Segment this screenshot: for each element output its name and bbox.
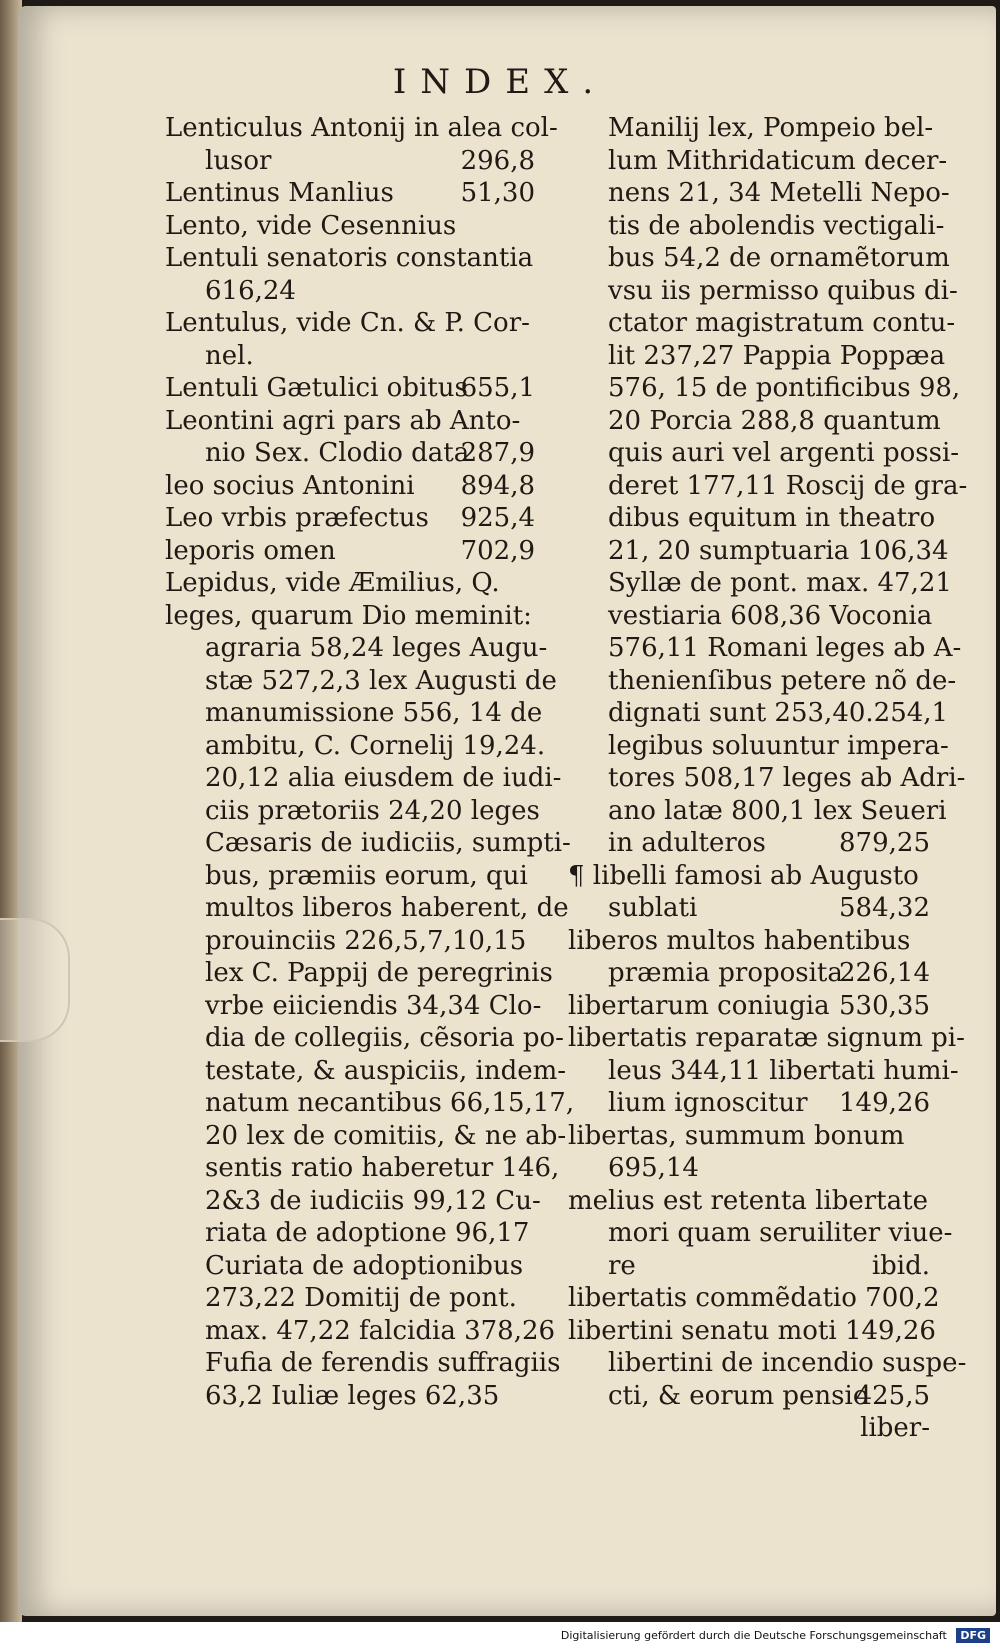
index-entry — [568, 1055, 959, 1088]
index-entry — [568, 1120, 930, 1153]
index-entry — [165, 697, 543, 730]
entry-text: ctator magistratum contu- — [608, 308, 956, 338]
index-entry — [568, 665, 957, 698]
entry-text: 576, 15 de pontificibus 98, — [608, 373, 961, 403]
entry-text: lit 237,27 Pappia Poppæa — [608, 340, 946, 371]
index-entry — [568, 502, 936, 535]
entry-text: liber- — [860, 1413, 930, 1443]
index-entry — [165, 990, 542, 1023]
entry-text: Lentuli senatoris constantia — [165, 243, 534, 273]
index-entry — [165, 1152, 560, 1185]
index-entry — [165, 535, 535, 568]
page-clip — [0, 918, 70, 1042]
entry-text: libertatis reparatæ signum pi- — [568, 1023, 965, 1053]
index-column-right — [568, 112, 968, 1445]
index-entry — [165, 437, 535, 470]
entry-text: dibus equitum in theatro — [608, 503, 936, 533]
index-entry — [165, 1315, 556, 1348]
entry-text: dignati sunt 253,40.254,1 — [608, 698, 949, 728]
entry-page-ref: 149,26 — [839, 1088, 930, 1118]
entry-page-ref: 287,9 — [460, 438, 535, 468]
index-entry — [165, 307, 535, 340]
entry-text: 695,14 — [608, 1153, 699, 1183]
index-entry — [568, 145, 948, 178]
entry-text: præmia proposita — [608, 958, 843, 988]
index-entry — [165, 1250, 535, 1283]
index-entry — [568, 1282, 940, 1315]
index-entry — [165, 242, 535, 275]
index-entry — [568, 210, 945, 243]
index-entry — [165, 1055, 567, 1088]
entry-text: 2&3 de iudiciis 99,12 Cu- — [205, 1185, 541, 1216]
entry-text: testate, & auspiciis, indem- — [205, 1055, 567, 1086]
entry-text: Lepidus, vide Æmilius, Q. — [165, 568, 500, 598]
index-entry — [568, 795, 947, 828]
entry-text: lium ignoscitur — [608, 1088, 808, 1118]
index-entry — [568, 535, 949, 568]
index-entry — [165, 762, 562, 795]
entry-text: riata de adoptione 96,17 — [205, 1218, 530, 1248]
entry-text: tores 508,17 leges ab Adri- — [608, 763, 966, 793]
index-entry — [568, 567, 952, 600]
entry-page-ref: 584,32 — [839, 893, 930, 923]
index-entry — [165, 405, 535, 438]
entry-text: manumissione 556, 14 de — [205, 698, 543, 728]
index-entry — [165, 1380, 535, 1413]
entry-text: mori quam seruiliter viue- — [608, 1218, 953, 1248]
index-entry — [568, 697, 949, 730]
entry-text: sentis ratio haberetur 146, — [205, 1153, 560, 1183]
index-entry — [165, 892, 569, 925]
entry-text: natum necantibus 66,15,17, — [205, 1088, 575, 1118]
index-entry — [568, 730, 949, 763]
index-entry — [568, 957, 930, 990]
index-entry — [165, 1120, 567, 1153]
entry-text: tis de abolendis vectigali- — [608, 210, 945, 241]
index-entry — [568, 1185, 930, 1218]
entry-text: leporis omen — [165, 535, 336, 566]
entry-text: libertini senatu moti 149,26 — [568, 1315, 936, 1346]
entry-text: sublati — [608, 893, 698, 923]
index-entry — [165, 340, 535, 373]
index-entry — [165, 145, 535, 178]
credit-text: Digitalisierung gefördert durch die Deutsche Forschungsgemeinschaft — [560, 1629, 947, 1642]
entry-page-ref: 530,35 — [839, 990, 930, 1021]
index-entry — [568, 1315, 936, 1348]
entry-text: Leontini agri pars ab Anto- — [165, 405, 521, 436]
index-entry — [568, 242, 950, 275]
entry-page-ref: 51,30 — [460, 178, 535, 208]
index-entry — [165, 177, 535, 210]
entry-text: in adulteros — [608, 828, 766, 858]
entry-text: Lentinus Manlius — [165, 178, 394, 208]
entry-text: Fufia de ferendis suffragiis — [205, 1348, 561, 1378]
entry-text: 20 lex de comitiis, & ne ab- — [205, 1120, 567, 1151]
dfg-logo: DFG — [956, 1628, 990, 1643]
index-entry — [568, 827, 930, 860]
entry-page-ref: 226,14 — [839, 958, 930, 988]
entry-text: libertarum coniugia — [568, 990, 830, 1021]
entry-text: Lento, vide Cesennius — [165, 210, 457, 241]
index-entry — [568, 892, 930, 925]
index-entry — [568, 1347, 967, 1380]
index-entry — [568, 632, 962, 665]
entry-text: 63,2 Iuliæ leges 62,35 — [205, 1380, 500, 1411]
index-entry — [568, 112, 934, 145]
index-entry — [165, 470, 535, 503]
entry-page-ref: 655,1 — [460, 373, 535, 403]
index-entry — [165, 665, 557, 698]
index-entry — [165, 600, 535, 633]
entry-text: 21, 20 sumptuaria 106,34 — [608, 535, 949, 566]
entry-text: vsu iis permisso quibus di- — [608, 275, 958, 306]
index-entry — [165, 860, 535, 893]
entry-text: prouinciis 226,5,7,10,15 — [205, 925, 527, 956]
entry-text: ciis prætoriis 24,20 leges — [205, 795, 540, 826]
entry-text: agraria 58,24 leges Augu- — [205, 633, 548, 663]
index-entry — [165, 1347, 561, 1380]
entry-text: quis auri vel argenti possi- — [608, 438, 960, 468]
page-title: INDEX. — [392, 62, 608, 102]
entry-text: nel. — [205, 340, 254, 371]
entry-text: 616,24 — [205, 275, 296, 306]
index-entry — [165, 795, 540, 828]
index-entry — [165, 372, 535, 405]
entry-text: Leo vrbis præfectus — [165, 503, 429, 533]
entry-text: nio Sex. Clodio data — [205, 438, 470, 468]
index-entry — [165, 1022, 564, 1055]
entry-text: lusor — [205, 145, 272, 176]
entry-text: lum Mithridaticum decer- — [608, 145, 948, 176]
entry-text: bus, præmiis eorum, qui — [205, 860, 528, 891]
entry-text: 273,22 Domitij de pont. — [205, 1283, 517, 1313]
index-entry — [165, 1217, 535, 1250]
entry-text: 576,11 Romani leges ab A- — [608, 633, 962, 663]
index-entry — [568, 372, 961, 405]
entry-text: stæ 527,2,3 lex Augusti de — [205, 665, 557, 696]
index-entry — [568, 177, 950, 210]
index-entry — [568, 437, 960, 470]
entry-text: 20 Porcia 288,8 quantum — [608, 405, 941, 436]
index-entry — [568, 925, 930, 958]
index-entry — [165, 957, 553, 990]
entry-page-ref: ibid. — [871, 1250, 930, 1281]
entry-text: 20,12 alia eiusdem de iudi- — [205, 763, 562, 793]
index-entry — [568, 1250, 930, 1283]
entry-page-ref: 425,5 — [855, 1380, 930, 1411]
entry-text: lex C. Pappij de peregrinis — [205, 958, 553, 988]
index-entry — [165, 1282, 535, 1315]
entry-text: ambitu, C. Cornelij 19,24. — [205, 730, 546, 761]
entry-page-ref: 702,9 — [460, 535, 535, 566]
index-entry — [568, 990, 930, 1023]
entry-text: bus 54,2 de ornamẽtorum — [608, 243, 950, 273]
entry-text: multos liberos haberent, de — [205, 893, 569, 923]
index-entry — [568, 275, 958, 308]
entry-text: Manilij lex, Pompeio bel- — [608, 113, 934, 143]
entry-text: leus 344,11 libertati humi- — [608, 1055, 959, 1086]
entry-text: deret 177,11 Roscij de gra- — [608, 470, 968, 501]
index-entry — [165, 632, 548, 665]
index-entry — [568, 762, 966, 795]
entry-text: leges, quarum Dio meminit: — [165, 600, 532, 631]
index-entry — [165, 1087, 575, 1120]
index-entry — [165, 502, 535, 535]
entry-text: cti, & eorum pensio — [608, 1380, 869, 1411]
entry-text: thenienſibus petere nõ de- — [608, 665, 957, 696]
index-entry — [165, 112, 558, 145]
entry-text: max. 47,22 falcidia 378,26 — [205, 1315, 556, 1346]
index-entry — [165, 210, 535, 243]
index-entry — [568, 1217, 953, 1250]
index-entry — [568, 405, 941, 438]
entry-text: dia de collegiis, cẽsoria po- — [205, 1023, 564, 1053]
entry-text: Lenticulus Antonij in alea col- — [165, 113, 558, 143]
index-entry — [568, 1022, 965, 1055]
entry-text: vestiaria 608,36 Voconia — [608, 600, 933, 631]
index-entry — [165, 275, 535, 308]
index-entry — [568, 340, 946, 373]
entry-text: Curiata de adoptionibus — [205, 1250, 524, 1281]
entry-text: liberos multos habentibus — [568, 925, 911, 956]
index-entry — [568, 860, 930, 893]
index-entry — [165, 827, 571, 860]
index-entry — [568, 307, 956, 340]
entry-text: Lentulus, vide Cn. & P. Cor- — [165, 308, 530, 338]
entry-text: nens 21, 34 Metelli Nepo- — [608, 178, 950, 208]
entry-text: vrbe eiiciendis 34,34 Clo- — [205, 990, 542, 1021]
entry-page-ref: 296,8 — [460, 145, 535, 176]
index-entry — [568, 470, 968, 503]
entry-page-ref: 925,4 — [460, 503, 535, 533]
entry-text: melius est retenta libertate — [568, 1185, 928, 1216]
entry-text: re — [608, 1250, 636, 1281]
index-entry — [568, 600, 933, 633]
index-entry — [568, 1152, 930, 1185]
entry-page-ref: 879,25 — [839, 828, 930, 858]
entry-text: Lentuli Gætulici obitus — [165, 373, 468, 403]
entry-text: legibus soluuntur impera- — [608, 730, 949, 761]
index-entry — [165, 925, 535, 958]
entry-text: libertatis commẽdatio 700,2 — [568, 1283, 940, 1313]
index-entry — [165, 567, 535, 600]
index-entry — [568, 1380, 930, 1413]
entry-text: ¶ libelli famosi ab Augusto — [568, 860, 919, 891]
index-entry — [568, 1087, 930, 1120]
index-entry — [165, 730, 546, 763]
entry-text: Syllæ de pont. max. 47,21 — [608, 568, 952, 598]
index-entry — [568, 1412, 930, 1445]
index-column-left — [165, 112, 575, 1412]
digitization-credit — [0, 1622, 1000, 1649]
entry-page-ref: 894,8 — [460, 470, 535, 501]
entry-text: libertas, summum bonum — [568, 1120, 905, 1151]
entry-text: Cæsaris de iudiciis, sumpti- — [205, 828, 571, 858]
index-entry — [165, 1185, 541, 1218]
entry-text: ano latæ 800,1 lex Seueri — [608, 795, 947, 826]
entry-text: leo socius Antonini — [165, 470, 415, 501]
entry-text: libertini de incendio suspe- — [608, 1348, 967, 1378]
